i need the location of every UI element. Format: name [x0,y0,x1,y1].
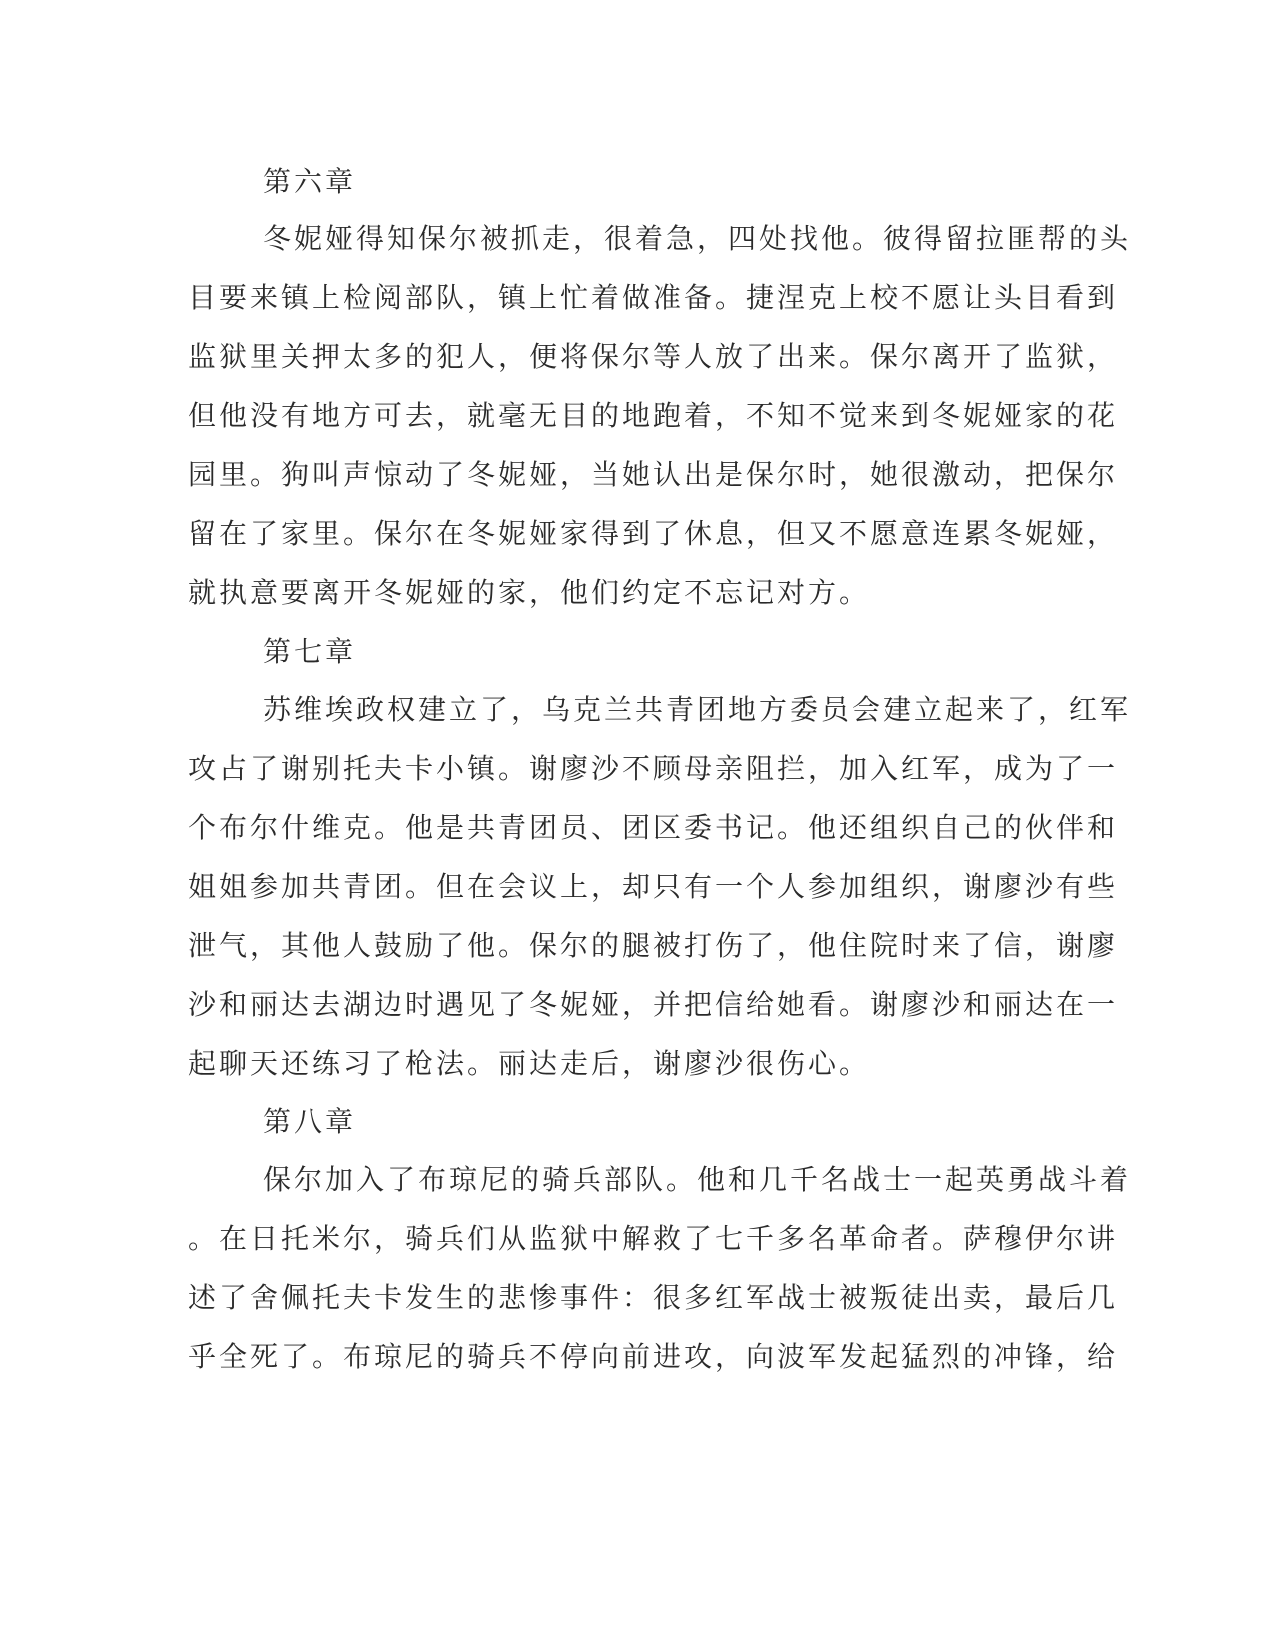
paragraph-line: 苏维埃政权建立了，乌克兰共青团地方委员会建立起来了，红军 [263,693,1132,726]
paragraph-line: 沙和丽达去湖边时遇见了冬妮娅，并把信给她看。谢廖沙和丽达在一 [188,988,1119,1021]
paragraph-line: 个布尔什维克。他是共青团员、团区委书记。他还组织自己的伙伴和 [188,811,1119,844]
chapter-heading: 第八章 [263,1105,357,1138]
paragraph-line: 起聊天还练习了枪法。丽达走后，谢廖沙很伤心。 [188,1047,871,1080]
paragraph-line: 但他没有地方可去，就毫无目的地跑着，不知不觉来到冬妮娅家的花 [188,399,1119,432]
paragraph-line: 冬妮娅得知保尔被抓走，很着急，四处找他。彼得留拉匪帮的头 [263,222,1132,255]
paragraph-line: 目要来镇上检阅部队，镇上忙着做准备。捷涅克上校不愿让头目看到 [188,281,1119,314]
paragraph-line: 泄气，其他人鼓励了他。保尔的腿被打伤了，他住院时来了信，谢廖 [188,929,1119,962]
paragraph-line: 园里。狗叫声惊动了冬妮娅，当她认出是保尔时，她很激动，把保尔 [188,458,1119,491]
paragraph-line: 乎全死了。布琼尼的骑兵不停向前进攻，向波军发起猛烈的冲锋，给 [188,1340,1119,1373]
paragraph-line: 留在了家里。保尔在冬妮娅家得到了休息，但又不愿意连累冬妮娅， [188,517,1119,550]
chapter-heading: 第六章 [263,165,357,198]
paragraph-line: 保尔加入了布琼尼的骑兵部队。他和几千名战士一起英勇战斗着 [263,1163,1132,1196]
paragraph-line: 姐姐参加共青团。但在会议上，却只有一个人参加组织，谢廖沙有些 [188,870,1119,903]
chapter-heading: 第七章 [263,635,357,668]
paragraph-line: 述了舍佩托夫卡发生的悲惨事件：很多红军战士被叛徒出卖，最后几 [188,1281,1119,1314]
paragraph-line: 。在日托米尔，骑兵们从监狱中解救了七千多名革命者。萨穆伊尔讲 [188,1222,1119,1255]
paragraph-line: 监狱里关押太多的犯人，便将保尔等人放了出来。保尔离开了监狱， [188,340,1119,373]
paragraph-line: 就执意要离开冬妮娅的家，他们约定不忘记对方。 [188,576,871,609]
paragraph-line: 攻占了谢别托夫卡小镇。谢廖沙不顾母亲阻拦，加入红军，成为了一 [188,752,1119,785]
